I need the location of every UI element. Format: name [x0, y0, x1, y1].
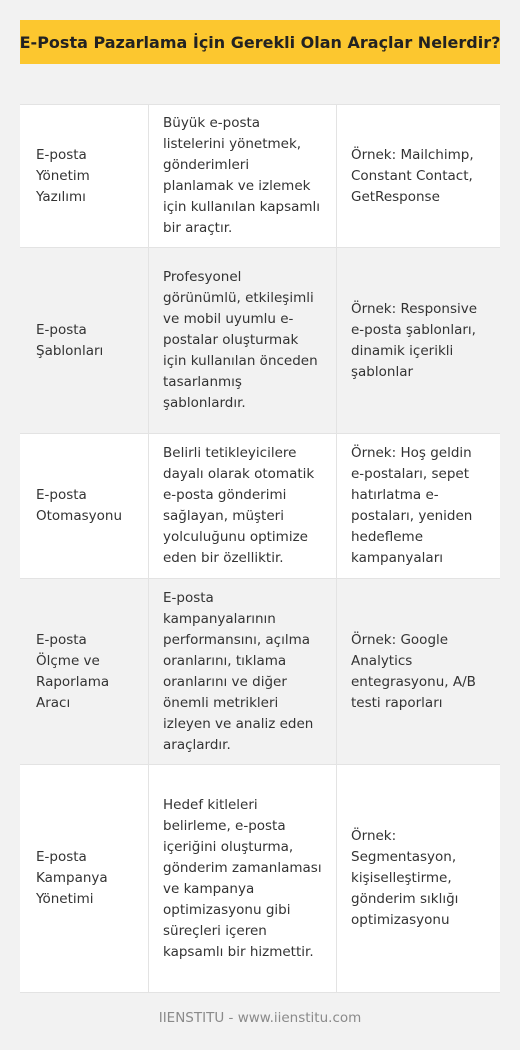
tool-name-cell: E-posta Kampanya Yönetimi: [20, 765, 149, 992]
example-cell: Örnek: Google Analytics entegrasyonu, A/B testi raporları: [351, 631, 476, 711]
table-row: [20, 434, 500, 579]
title-banner: [20, 20, 500, 64]
description-cell: Hedef kitleleri belirleme, e-posta içeriğini oluşturma, gönderim zamanlaması ve kampanya optimizasyonu gibi süreçleri içeren kapsamlı bir hizmettir.: [149, 765, 337, 992]
example-cell: Örnek: Segmentasyon, kişiselleştirme, gönderim sıklığı optimizasyonu: [351, 828, 459, 928]
table-row: [20, 105, 500, 248]
description-cell: E-posta kampanyalarının performansını, açılma oranlarını, tıklama oranlarını ve diğer önemli metrikleri izleyen ve analiz eden araçlardır.: [149, 579, 337, 764]
example-cell: Örnek: Hoş geldin e-postaları, sepet hatırlatma e-postaları, yeniden hedefleme kampanyaları: [351, 445, 473, 566]
page-title: E-Posta Pazarlama İçin Gerekli Olan Araçlar Nelerdir?: [19, 32, 501, 52]
footer-credit: IIENSTITU - www.iienstitu.com: [158, 1010, 362, 1026]
tool-name-cell: E-posta Yönetim Yazılımı: [20, 105, 149, 247]
table-row: [20, 579, 500, 765]
tools-table: [20, 104, 500, 993]
tool-name-cell: E-posta Otomasyonu: [20, 434, 149, 578]
tool-name-cell: E-posta Ölçme ve Raporlama Aracı: [20, 579, 149, 764]
example-cell: Örnek: Responsive e-posta şablonları, dinamik içerikli şablonlar: [351, 300, 478, 380]
description-cell: Belirli tetikleyicilere dayalı olarak otomatik e-posta gönderimi sağlayan, müşteri yolculuğunu optimize eden bir özelliktir.: [149, 434, 337, 578]
description-cell: Profesyonel görünümlü, etkileşimli ve mobil uyumlu e-postalar oluşturmak için kullanılan önceden tasarlanmış şablonlardır.: [149, 248, 337, 433]
table-row: [20, 248, 500, 434]
tool-name-cell: E-posta Şablonları: [20, 248, 149, 433]
example-cell: Örnek: Mailchimp, Constant Contact, GetResponse: [351, 146, 474, 205]
description-cell: Büyük e-posta listelerini yönetmek, gönderimleri planlamak ve izlemek için kullanılan kapsamlı bir araçtır.: [149, 105, 337, 247]
table-row: [20, 765, 500, 993]
